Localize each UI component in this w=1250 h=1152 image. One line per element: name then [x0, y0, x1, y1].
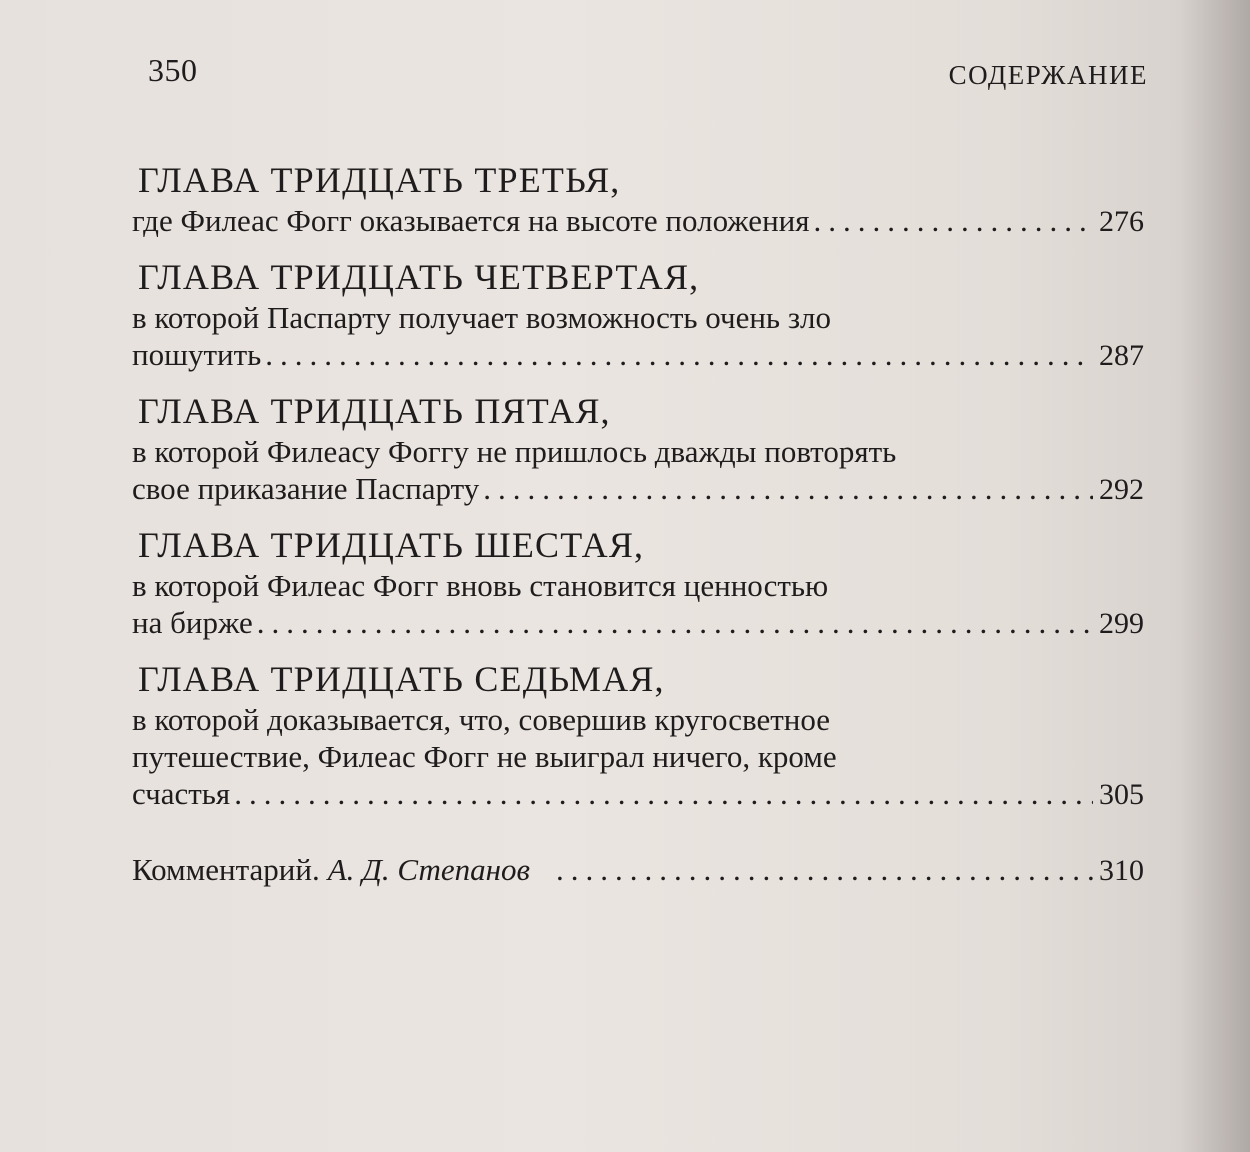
chapter-description-line: в которой Филеасу Фоггу не пришлось дважды повторять [132, 434, 897, 469]
toc-entry [132, 523, 1144, 642]
page-header [148, 52, 1148, 102]
commentary-author: А. Д. Степанов [327, 852, 531, 887]
dot-leader [556, 851, 1093, 888]
chapter-title: ГЛАВА ТРИДЦАТЬ ШЕСТАЯ, [138, 525, 645, 565]
page-number: 350 [148, 52, 198, 88]
chapter-description [132, 701, 1144, 813]
toc-leader-line [132, 604, 1144, 642]
dot-leader [234, 775, 1093, 812]
toc-leader-line [132, 336, 1144, 374]
chapter-description-last-line: свое приказание Паспарту [132, 471, 480, 506]
page-reference: 292 [1099, 473, 1144, 506]
toc-leader-line [132, 775, 1144, 813]
page-gutter-shadow [1180, 0, 1250, 1152]
chapter-title: ГЛАВА ТРИДЦАТЬ ПЯТАЯ, [138, 391, 611, 431]
toc-entry [132, 657, 1144, 813]
page-reference: 310 [1099, 854, 1144, 887]
page-reference: 299 [1099, 607, 1144, 640]
chapter-description-line: в которой Паспарту получает возможность очень зло [132, 300, 832, 335]
page-reference: 305 [1099, 778, 1144, 811]
chapter-title: ГЛАВА ТРИДЦАТЬ СЕДЬМАЯ, [138, 659, 665, 699]
toc-entry [132, 255, 1144, 374]
toc-entry [132, 389, 1144, 508]
dot-leader [265, 336, 1093, 373]
dot-leader [483, 470, 1093, 507]
chapter-description-last-line: счастья [132, 776, 231, 811]
chapter-description-line: в которой доказывается, что, совершив кругосветное [132, 702, 830, 737]
chapter-description [132, 202, 1144, 240]
chapter-description-line: в которой Филеас Фогг вновь становится ценностью [132, 568, 829, 603]
chapter-title: ГЛАВА ТРИДЦАТЬ ТРЕТЬЯ, [138, 160, 621, 200]
running-title: СОДЕРЖАНИЕ [948, 60, 1148, 90]
commentary-entry [132, 851, 1144, 889]
chapter-description-last-line: на бирже [132, 605, 253, 640]
dot-leader [814, 202, 1093, 239]
page-reference: 276 [1099, 205, 1144, 238]
page-reference: 287 [1099, 339, 1144, 372]
dot-leader [257, 604, 1093, 641]
toc-leader-line [132, 851, 1144, 889]
chapter-description [132, 299, 1144, 374]
commentary-label: Комментарий. [132, 852, 320, 887]
table-of-contents [132, 158, 1144, 889]
toc-leader-line [132, 202, 1144, 240]
toc-leader-line [132, 470, 1144, 508]
chapter-description-last-line: пошутить [132, 337, 262, 372]
toc-entry [132, 158, 1144, 240]
chapter-description [132, 433, 1144, 508]
chapter-title: ГЛАВА ТРИДЦАТЬ ЧЕТВЕРТАЯ, [138, 257, 700, 297]
chapter-description [132, 567, 1144, 642]
chapter-description-last-line: где Филеас Фогг оказывается на высоте положения [132, 203, 810, 238]
commentary-text [132, 851, 552, 888]
chapter-description-line: путешествие, Филеас Фогг не выиграл ничего, кроме [132, 739, 837, 774]
